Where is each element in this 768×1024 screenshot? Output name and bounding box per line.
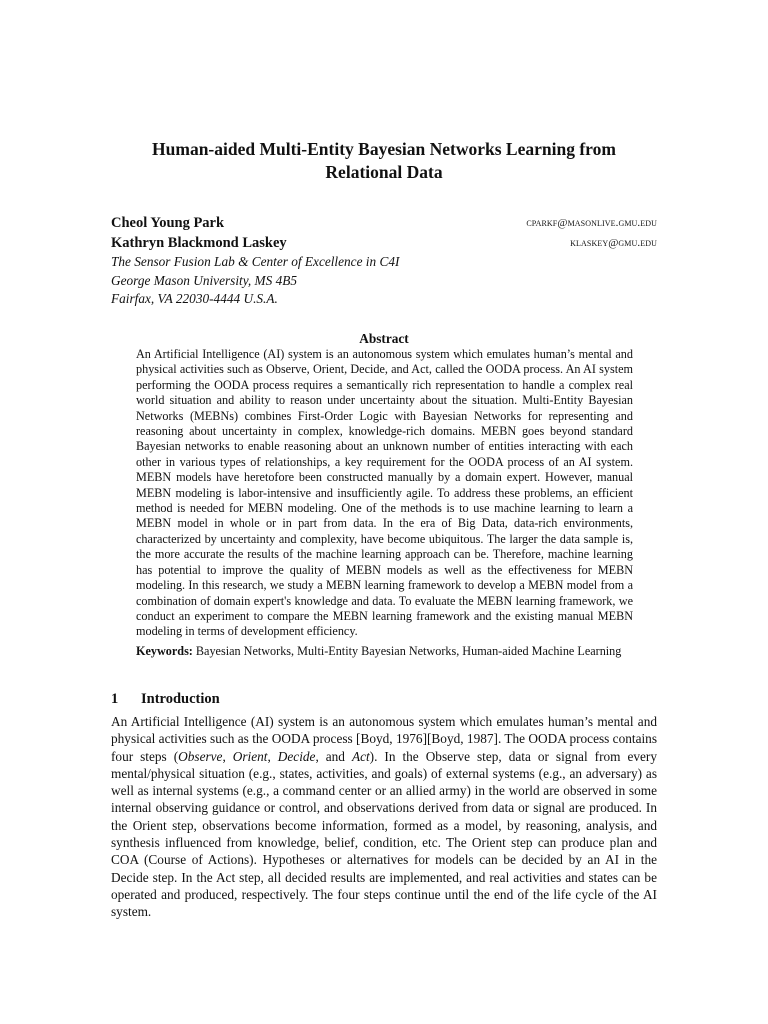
separator: , and bbox=[315, 748, 352, 764]
author-email[interactable]: klaskey@gmu.edu bbox=[570, 237, 657, 249]
keywords bbox=[136, 644, 633, 659]
separator: , bbox=[222, 748, 233, 764]
section-title: Introduction bbox=[141, 691, 220, 707]
title-line-2: Relational Data bbox=[325, 162, 443, 182]
intro-paragraph bbox=[111, 713, 657, 921]
separator: , bbox=[267, 748, 278, 764]
title-line-1: Human-aided Multi-Entity Bayesian Networks Learning from bbox=[152, 139, 616, 159]
author-name: Kathryn Blackmond Laskey bbox=[111, 235, 287, 251]
keywords-text: Bayesian Networks, Multi-Entity Bayesian Networks, Human-aided Machine Learning bbox=[195, 644, 622, 658]
author-block bbox=[111, 213, 659, 309]
author-email[interactable]: cparkf@masonlive.gmu.edu bbox=[526, 217, 657, 229]
paper-title bbox=[110, 138, 658, 184]
affiliation-line: George Mason University, MS 4B5 bbox=[111, 272, 298, 288]
step-orient: Orient bbox=[232, 748, 268, 764]
affiliation-line: Fairfax, VA 22030-4444 U.S.A. bbox=[111, 291, 278, 306]
step-act: Act bbox=[351, 748, 370, 764]
author-row bbox=[111, 233, 659, 253]
abstract-text: An Artificial Intelligence (AI) system is an autonomous system which emulates human’s mental and physical activities such as Observe, Orient, Decide, and Act, called the OODA process. An AI system performing the OODA process requires a semantically rich representation to handle a complex real world situation and ability to reason under uncertainty about the situation. Multi-Entity Bayesian Networks (MEBNs) combines First-Order Logic with Bayesian Networks for representing and reasoning about uncertainty in complex, knowledge-rich domains. MEBN goes beyond standard Bayesian networks to enable reasoning about an unknown number of entities interacting with each other in various types of relationships, a key requirement for the OODA process of an AI system. MEBN models have heretofore been constructed manually by a domain expert. However, manual MEBN modeling is labor-intensive and insufficiently agile. To address these problems, an efficient method is needed for MEBN modeling. One of the methods is to use machine learning to learn a MEBN model in whole or in part from data. In the era of Big Data, data-rich environments, characterized by uncertainty and complexity, have become ubiquitous. The larger the data sample is, the more accurate the results of the machine learning approach can be. Therefore, machine learning has potential to improve the quality of MEBN models as well as the effectiveness for MEBN modeling. In this research, we study a MEBN learning framework to develop a MEBN model from a combination of domain expert's knowledge and data. To evaluate the MEBN learning framework, we conduct an experiment to compare the MEBN learning framework and the existing manual MEBN modeling in terms of development efficiency. bbox=[136, 347, 633, 639]
author-name: Cheol Young Park bbox=[111, 215, 225, 231]
author-row bbox=[111, 213, 659, 233]
section-heading bbox=[111, 689, 220, 709]
section-number: 1 bbox=[111, 691, 119, 707]
intro-text: An Artificial Intelligence (AI) system is an autonomous system which emulates human’s mental and physical activities such as the OODA process [Boyd, 1976][Boyd, 1987]. The OODA process contains four steps ( bbox=[111, 714, 657, 764]
step-decide: Decide bbox=[277, 748, 316, 764]
affiliation-line: The Sensor Fusion Lab & Center of Excellence in C4I bbox=[111, 254, 400, 269]
intro-text: ). In the Observe step, data or signal from every mental/physical situation (e.g., states, activities, and goals) of external systems (e.g., an adversary) as well as internal systems (e.g., a command center or an allied army) in the world are observed in some internal observing guidance or control, and observations derived from data or signal are produced. In the Orient step, observations become information, formed as a model, by reasoning, analysis, and synthesis influenced from knowledge, belief, condition, etc. The Orient step can produce plan and COA (Course of Actions). Hypotheses or alternatives for models can be decided by an AI in the Decide step. In the Act step, all decided results are implemented, and real activities and states can be operated and produced, respectively. The four steps continue until the end of the life cycle of the AI system. bbox=[111, 748, 657, 920]
abstract-heading: Abstract bbox=[359, 331, 409, 346]
keywords-label: Keywords: bbox=[136, 644, 193, 658]
step-observe: Observe bbox=[178, 748, 223, 764]
